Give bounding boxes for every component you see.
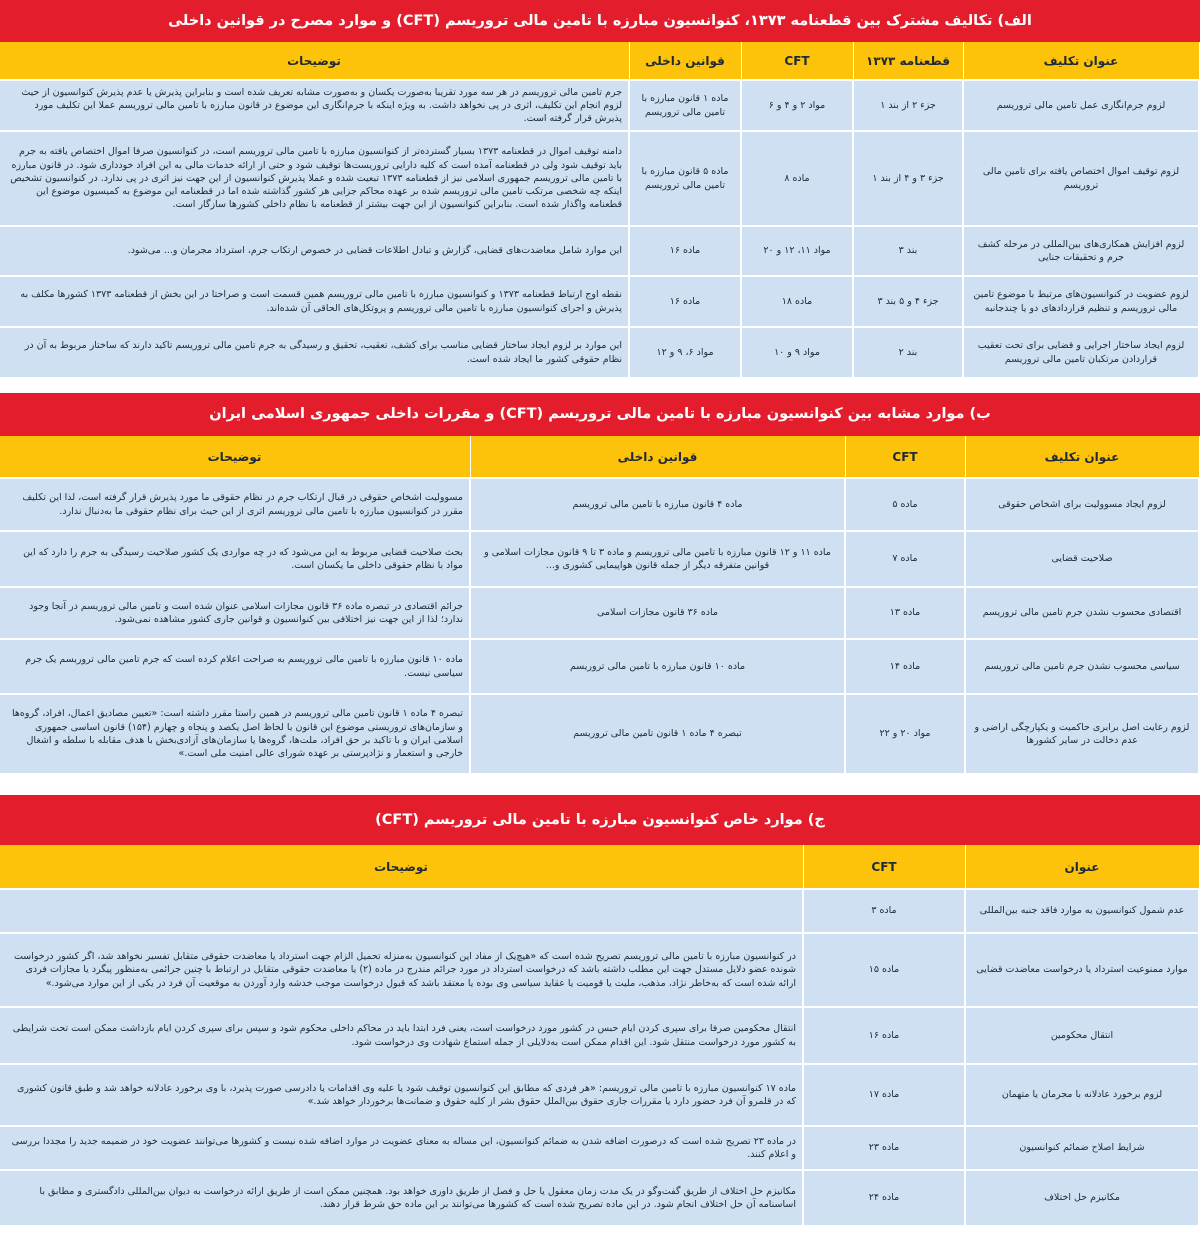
domestic-law-ref: ماده ۳۶ قانون مجازات اسلامی	[470, 587, 845, 639]
header-resolution: قطعنامه ۱۳۷۳	[853, 42, 963, 80]
table-row	[0, 1007, 1199, 1064]
table-row	[0, 587, 1199, 639]
table-row	[0, 889, 1199, 933]
description: دامنه توقیف اموال در قطعنامه ۱۳۷۳ بسیار گسترده‌تر از کنوانسیون مبارزه با تامین مالی تروریسم است، در کنوانسیون صرفا اموال اختصاص یافته به جرم باید توقیف شود ولی در قطعنامه آمده است که کلیه دارایی تروریست‌ها توقیف شود و حتی از ارائه خدمات مالی به این افراد خودداری شود. در قانون مبارزه با تامین مالی تروریسم جمهوری اسلامی نیز از قطعنامه ۱۳۷۳ تبعیت شده و عملا پذیرش کنوانسیون از این جهت نیز اثری در پی ندارد. در کنوانسیون تشخیص اینکه چه شخصی مرتکب تامین مالی تروریسم شده بر عهده محاکم جزایی هر کشور گذاشته شده اما در قطعنامه این موضوع به کمیسیون موضوع این قطعنامه واگذار شده است. بنابراین کنوانسیون از این جهت بیشتر از قطعنامه با نظام داخلی کشورها سازگار است.	[0, 131, 629, 226]
header-description: توضیحات	[0, 436, 470, 478]
table-row	[0, 1064, 1199, 1126]
domestic-law-ref: ماده ۱۱ و ۱۲ قانون مبارزه با تامین مالی تروریسم و ماده ۳ تا ۹ قانون مجازات اسلامی و قوانین متفرقه دیگر از جمله قانون هواپیمایی کشوری و...	[470, 531, 845, 587]
description: این موارد شامل معاضدت‌های قضایی، گزارش و تبادل اطلاعات قضایی در خصوص ارتکاب جرم، استرداد مجرمان و... می‌شود.	[0, 226, 629, 276]
domestic-law-ref: ماده ۴ قانون مبارزه با تامین مالی تروریسم	[470, 478, 845, 531]
domestic-law-ref: ماده ۱۶	[629, 276, 741, 327]
obligation-title: لزوم توقیف اموال اختصاص یافته برای تامین مالی تروریسم	[963, 131, 1199, 226]
header-cft: CFT	[845, 436, 965, 478]
obligation-title: اقتصادی محسوب نشدن جرم تامین مالی تروریسم	[965, 587, 1199, 639]
cft-ref: مواد ۲ و ۴ و ۶	[741, 80, 853, 131]
table-row	[0, 1170, 1199, 1226]
domestic-law-ref: ماده ۵ قانون مبارزه با تامین مالی تروریسم	[629, 131, 741, 226]
section-similar-provisions	[0, 393, 1200, 775]
cft-ref: ماده ۳	[803, 889, 965, 933]
description: جرم تامین مالی تروریسم در هر سه مورد تقریبا به‌صورت یکسان و به‌صورت مشابه تعریف شده است و بنابراین پذیرش یا عدم پذیرش کنوانسیون از حیث لزوم انجام این تکلیف، اثری در پی نخواهد داشت. به ویژه اینکه با جرم‌انگاری این موضوع در قانون مبارزه با تامین مالی تروریسم عملا این تکلیف مورد پذیرش قرار گرفته است.	[0, 80, 629, 131]
table-row	[0, 639, 1199, 694]
table-row	[0, 694, 1199, 774]
description: نقطه اوج ارتباط قطعنامه ۱۳۷۳ و کنوانسیون مبارزه با تامین مالی تروریسم همین قسمت است و صراحتا در این بخش از قطعنامه ۱۳۷۳ کشورها مکلف به پذیرش و اجرای کنوانسیون مبارزه با تامین مالی تروریسم و پروتکل‌های الحاقی آن شده‌اند.	[0, 276, 629, 327]
description: در ماده ۲۳ تصریح شده است که درصورت اضافه شدن به ضمائم کنوانسیون، این مساله به معنای عضویت در موارد اضافه شده نیست و کشورها می‌توانند عضویت خود در ضمیمه جدید را مجددا بررسی و اعلام کنند.	[0, 1126, 803, 1170]
provision-title: لزوم برخورد عادلانه با مجرمان یا متهمان	[965, 1064, 1199, 1126]
description: انتقال محکومین صرفا برای سپری کردن ایام حبس در کشور مورد درخواست است، یعنی فرد ابتدا باید در محاکم داخلی محکوم شود و سپس برای سپری کردن ایام بازداشت ممکن است تحت شرایطی به کشور مورد درخواست منتقل شود. این اقدام ممکن است به‌دلایلی از جمله استماع شهادت وی درخواست شود.	[0, 1007, 803, 1064]
section-title: الف) تکالیف مشترک بین قطعنامه ۱۳۷۳، کنوانسیون مبارزه با تامین مالی تروریسم (CFT) و موارد مصرح در قوانین داخلی	[0, 0, 1200, 42]
table-row	[0, 478, 1199, 531]
header-domestic-law: قوانین داخلی	[470, 436, 845, 478]
provision-title: انتقال محکومین	[965, 1007, 1199, 1064]
common-obligations-table	[0, 42, 1200, 379]
section-specific-provisions	[0, 795, 1200, 1227]
table-row	[0, 80, 1199, 131]
section-common-obligations	[0, 0, 1200, 379]
specific-provisions-table	[0, 845, 1200, 1227]
domestic-law-ref: ماده ۱ قانون مبارزه با تامین مالی تروریسم	[629, 80, 741, 131]
header-title: عنوان	[965, 845, 1199, 889]
cft-ref: مواد ۲۰ و ۲۲	[845, 694, 965, 774]
table-row	[0, 276, 1199, 327]
description: ماده ۱۰ قانون مبارزه با تامین مالی تروریسم به صراحت اعلام کرده است که جرم تامین مالی تروریسم یک جرم سیاسی نیست.	[0, 639, 470, 694]
cft-ref: مواد ۱۱، ۱۲ و ۲۰	[741, 226, 853, 276]
cft-ref: ماده ۷	[845, 531, 965, 587]
resolution-ref: بند ۲	[853, 327, 963, 378]
table-row	[0, 531, 1199, 587]
description: مکانیزم حل اختلاف از طریق گفت‌وگو در یک مدت زمان معقول یا حل و فصل از طریق داوری خواهد بود. همچنین ممکن است از طریق ارائه درخواست به دیوان بین‌المللی دادگستری و مطابق با اساسنامه آن حل اختلاف انجام شود. در این ماده تصریح شده است که کشورها می‌توانند بر این ماده حق شرط قرار دهند.	[0, 1170, 803, 1226]
header-obligation-title: عنوان تکلیف	[965, 436, 1199, 478]
description: در کنوانسیون مبارزه با تامین مالی تروریسم تصریح شده است که «هیچ‌یک از مفاد این کنوانسیون به‌منزله تحمیل الزام جهت استرداد یا معاضدت حقوقی متقابل تفسیر نخواهد شد، اگر کشور درخواست شونده عضو دلایل مستدل جهت این مطلب داشته باشد که درخواست استرداد در مورد جرائم مندرج در ماده (۲) یا معاضدت حقوقی متقابل در ارتباط با چنین جرائمی به‌منظور پیگرد یا مجازات فردی ارائه شده است که به‌خاطر نژاد، مذهب، ملیت یا قومیت یا عقاید سیاسی وی بوده یا معتقد باشد که قبول درخواست موجب خدشه وارد آوردن به موقعیت آن فرد در یکی از این موارد می‌شود.»	[0, 933, 803, 1007]
domestic-law-ref: مواد ۶، ۹ و ۱۲	[629, 327, 741, 378]
cft-ref: ماده ۲۳	[803, 1126, 965, 1170]
obligation-title: لزوم افزایش همکاری‌های بین‌المللی در مرحله کشف جرم و تحقیقات جنایی	[963, 226, 1199, 276]
provision-title: مکانیزم حل اختلاف	[965, 1170, 1199, 1226]
header-description: توضیحات	[0, 42, 629, 80]
obligation-title: لزوم جرم‌انگاری عمل تامین مالی تروریسم	[963, 80, 1199, 131]
provision-title: عدم شمول کنوانسیون به موارد فاقد جنبه بین‌المللی	[965, 889, 1199, 933]
cft-ref: ماده ۱۸	[741, 276, 853, 327]
domestic-law-ref: ماده ۱۰ قانون مبارزه با تامین مالی تروریسم	[470, 639, 845, 694]
obligation-title: لزوم ایجاد ساختار اجرایی و قضایی برای تحت تعقیب قراردادن مرتکبان تامین مالی تروریسم	[963, 327, 1199, 378]
resolution-ref: جزء ۴ و ۵ بند ۳	[853, 276, 963, 327]
domestic-law-ref: ماده ۱۶	[629, 226, 741, 276]
cft-ref: ماده ۲۴	[803, 1170, 965, 1226]
table-row	[0, 131, 1199, 226]
table-row	[0, 226, 1199, 276]
section-title: ج) موارد خاص کنوانسیون مبارزه با تامین مالی تروریسم (CFT)	[0, 795, 1200, 845]
table-row	[0, 933, 1199, 1007]
header-description: توضیحات	[0, 845, 803, 889]
obligation-title: لزوم رعایت اصل برابری حاکمیت و یکپارچگی اراضی و عدم دخالت در سایر کشورها	[965, 694, 1199, 774]
description	[0, 889, 803, 933]
similar-provisions-table	[0, 436, 1200, 775]
resolution-ref: جزء ۲ از بند ۱	[853, 80, 963, 131]
domestic-law-ref: تبصره ۴ ماده ۱ قانون تامین مالی تروریسم	[470, 694, 845, 774]
description: جرائم اقتصادی در تبصره ماده ۳۶ قانون مجازات اسلامی عنوان شده است و تامین مالی تروریسم در آنجا وجود ندارد؛ لذا از این جهت نیز اختلافی بین کنوانسیون و قوانین جاری کشور مشاهده نمی‌شود.	[0, 587, 470, 639]
cft-ref: ماده ۱۶	[803, 1007, 965, 1064]
table-header-row	[0, 436, 1199, 478]
cft-ref: ماده ۱۳	[845, 587, 965, 639]
obligation-title: صلاحیت قضایی	[965, 531, 1199, 587]
resolution-ref: جزء ۳ و ۴ از بند ۱	[853, 131, 963, 226]
description: بحث صلاحیت قضایی مربوط به این می‌شود که در چه مواردی یک کشور صلاحیت رسیدگی به جرم را دارد که این مواد با نظام حقوقی داخلی ما یکسان است.	[0, 531, 470, 587]
provision-title: شرایط اصلاح ضمائم کنوانسیون	[965, 1126, 1199, 1170]
description: این موارد بر لزوم ایجاد ساختار قضایی مناسب برای کشف، تعقیب، تحقیق و رسیدگی به جرم تامین مالی تروریسم تاکید دارند که ساختار مربوط به آن در نظام حقوقی کشور ما ایجاد شده است.	[0, 327, 629, 378]
header-obligation-title: عنوان تکلیف	[963, 42, 1199, 80]
header-domestic-law: قوانین داخلی	[629, 42, 741, 80]
resolution-ref: بند ۳	[853, 226, 963, 276]
header-cft: CFT	[803, 845, 965, 889]
obligation-title: سیاسی محسوب نشدن جرم تامین مالی تروریسم	[965, 639, 1199, 694]
table-header-row	[0, 845, 1199, 889]
cft-ref: مواد ۹ و ۱۰	[741, 327, 853, 378]
cft-ref: ماده ۸	[741, 131, 853, 226]
provision-title: موارد ممنوعیت استرداد یا درخواست معاضدت قضایی	[965, 933, 1199, 1007]
header-cft: CFT	[741, 42, 853, 80]
table-row	[0, 1126, 1199, 1170]
cft-ref: ماده ۱۷	[803, 1064, 965, 1126]
cft-ref: ماده ۵	[845, 478, 965, 531]
cft-ref: ماده ۱۵	[803, 933, 965, 1007]
obligation-title: لزوم عضویت در کنوانسیون‌های مرتبط با موضوع تامین مالی تروریسم و تنظیم قراردادهای دو یا چندجانبه	[963, 276, 1199, 327]
description: تبصره ۴ ماده ۱ قانون تامین مالی تروریسم در همین راستا مقرر داشته است: «تعیین مصادیق اعمال، افراد، گروه‌ها و سازمان‌های تروریستی موضوع این قانون با لحاظ اصل یکصد و پنجاه و چهارم (۱۵۴) قانون اساسی جمهوری اسلامی ایران و با تاکید بر حق افراد، ملت‌ها، گروه‌ها یا سازمان‌های آزادی‌بخش با هدف مقابله با سلطه و اشغال خارجی و استعمار و نژادپرستی بر عهده شورای عالی امنیت ملی است.»	[0, 694, 470, 774]
table-row	[0, 327, 1199, 378]
cft-ref: ماده ۱۴	[845, 639, 965, 694]
description: مسوولیت اشخاص حقوقی در قبال ارتکاب جرم در نظام حقوقی ما مورد پذیرش قرار گرفته است، لذا این تکلیف مقرر در کنوانسیون مبارزه با تامین مالی تروریسم اثری از این حیث برای نظام حقوقی ما به‌دنبال ندارد.	[0, 478, 470, 531]
section-title: ب) موارد مشابه بین کنوانسیون مبارزه با تامین مالی تروریسم (CFT) و مقررات داخلی جمهوری اسلامی ایران	[0, 393, 1200, 436]
description: ماده ۱۷ کنوانسیون مبارزه با تامین مالی تروریسم: «هر فردی که مطابق این کنوانسیون توقیف شود یا علیه وی اقدامات یا دادرسی صورت پذیرد، با وی برخورد عادلانه خواهد شد و طبق قانون کشوری که در قلمرو آن فرد حضور دارد یا مقررات جاری حقوق بین‌الملل حقوق بشر از کلیه حقوق و ضمانت‌ها برخوردار خواهد شد.»	[0, 1064, 803, 1126]
table-header-row	[0, 42, 1199, 80]
obligation-title: لزوم ایجاد مسوولیت برای اشخاص حقوقی	[965, 478, 1199, 531]
